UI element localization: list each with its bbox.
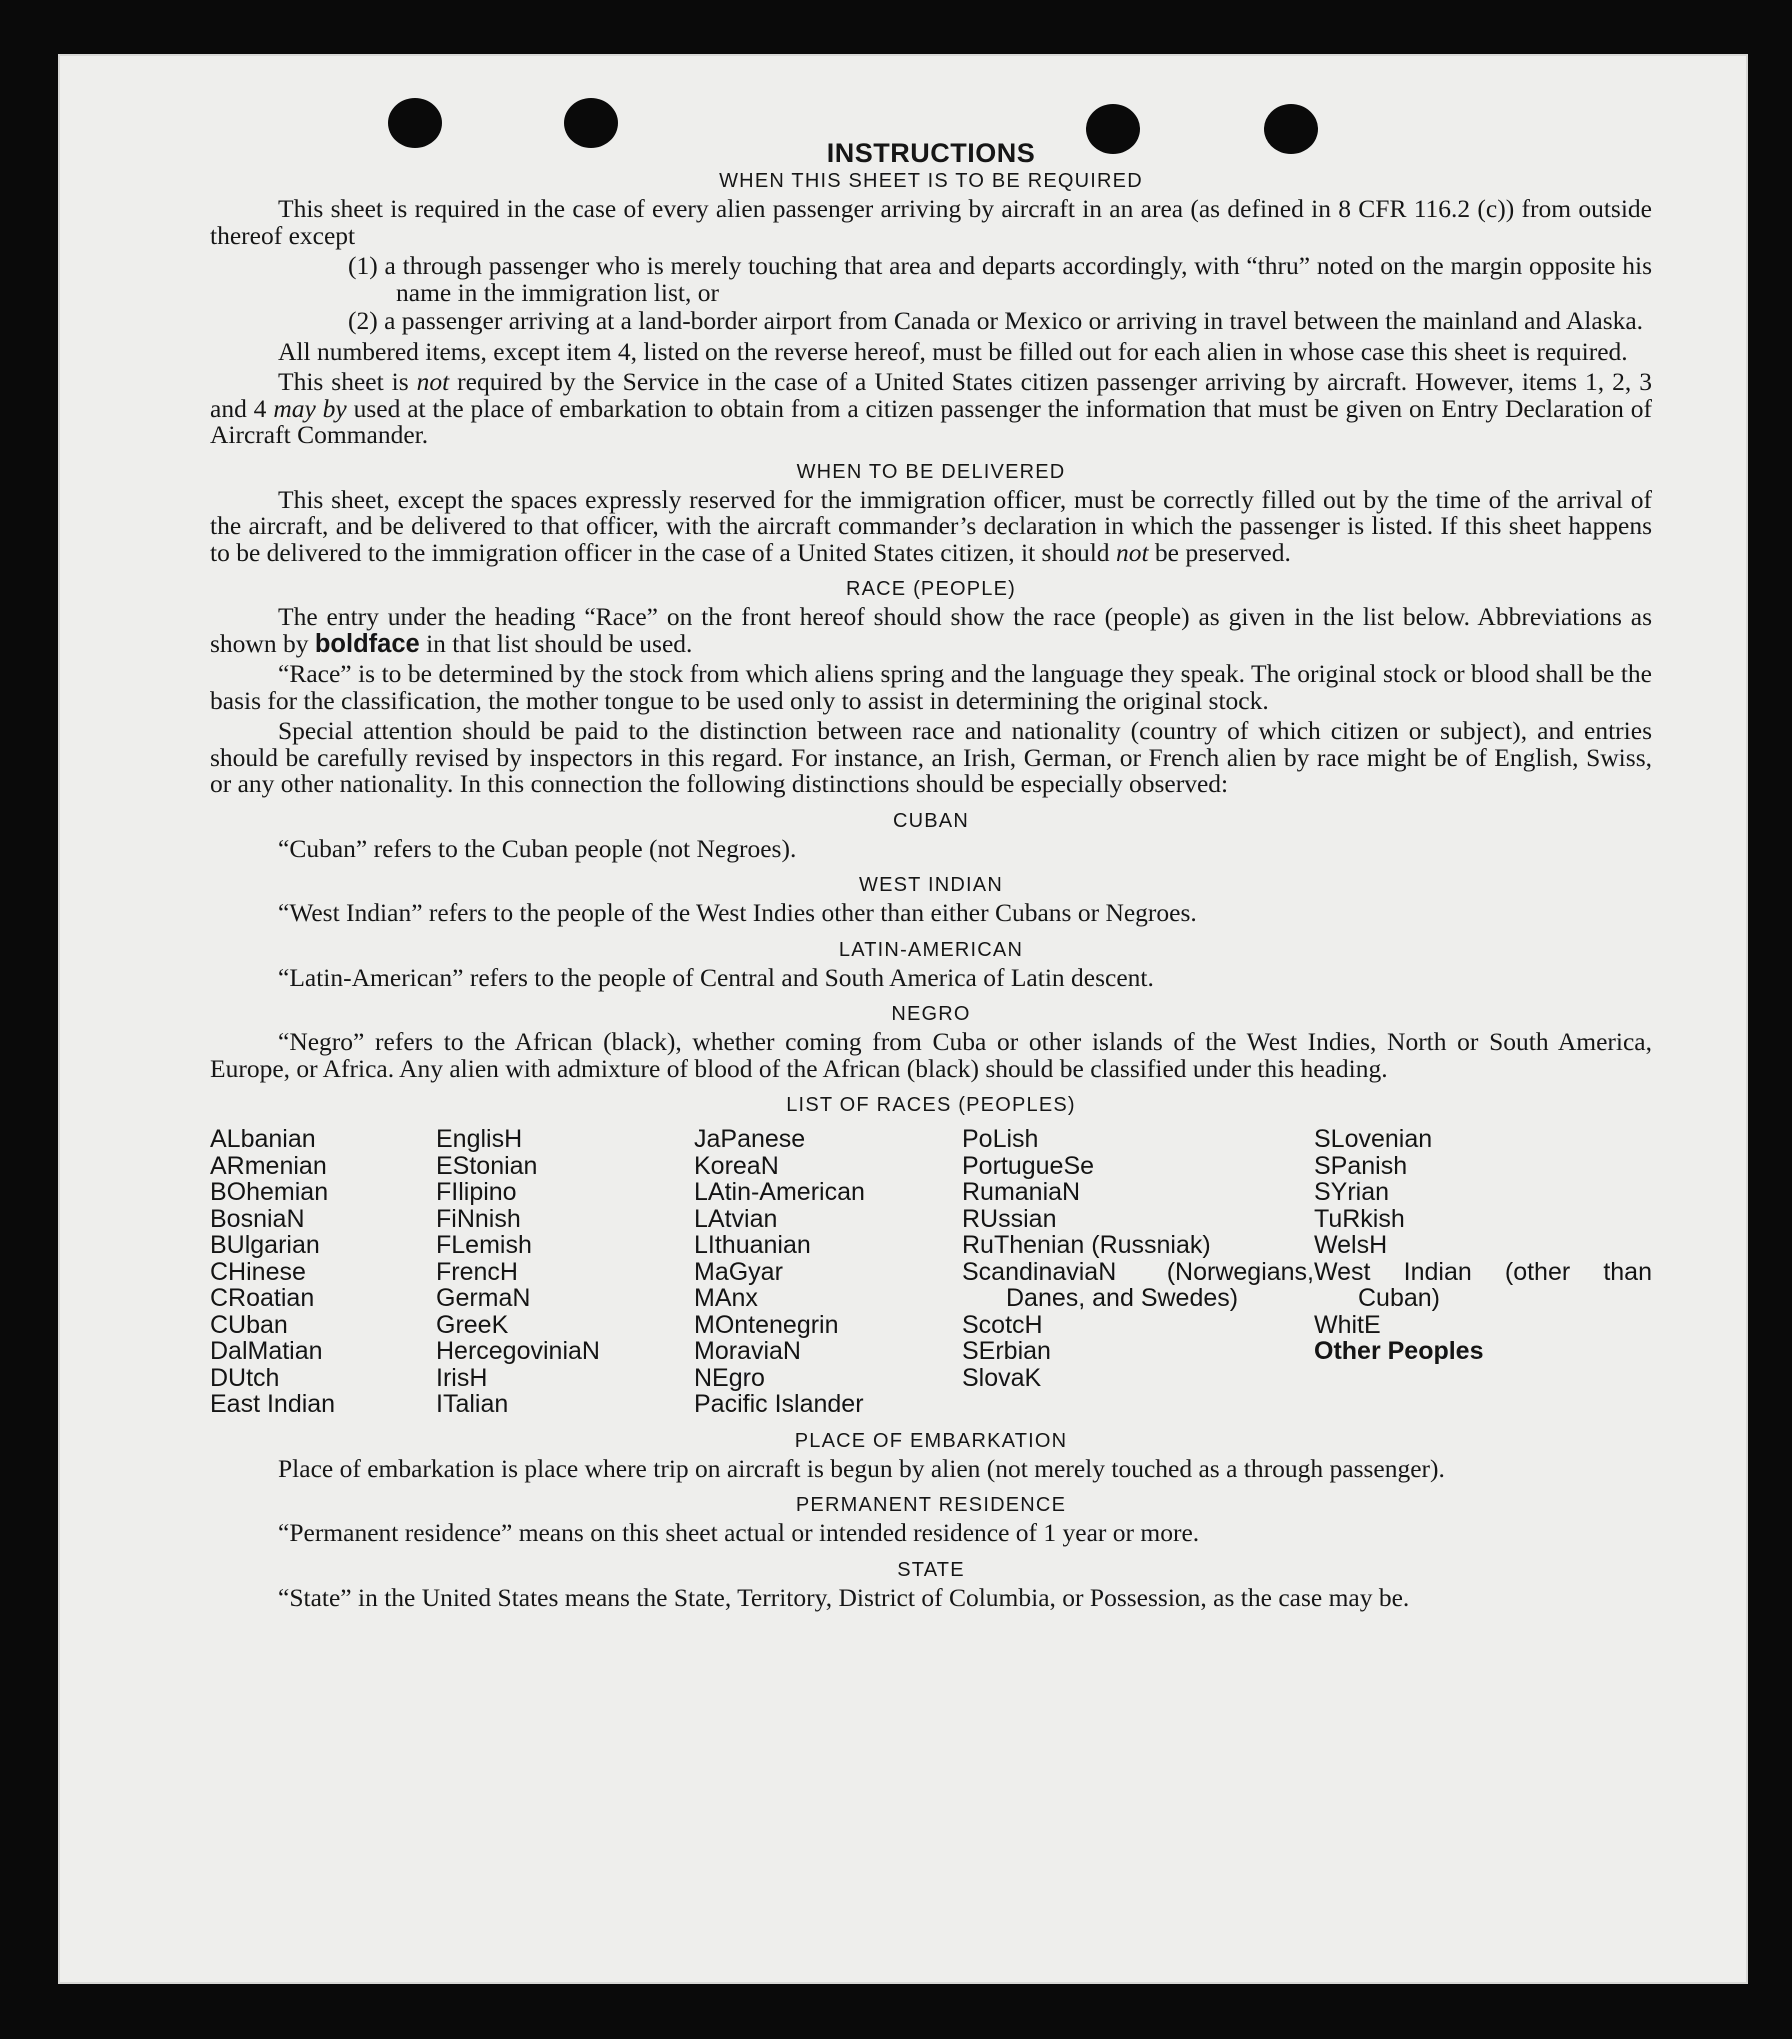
paragraph: The entry under the heading “Race” on the front hereof should show the race (people) as given in the list below. Abbreviations as shown by boldface in that list should be used. (210, 602, 1652, 658)
race-item: SYrian (1314, 1178, 1390, 1206)
race-item: MOntenegrin (694, 1310, 839, 1339)
races-column (1314, 1126, 1652, 1418)
race-item: RuThenian (Russniak) (962, 1231, 1211, 1259)
race-item: FrencH (436, 1257, 518, 1286)
section-heading-when-delivered: WHEN TO BE DELIVERED (796, 460, 1066, 483)
race-item: PortugueSe (962, 1151, 1095, 1180)
race-item: IrisH (436, 1363, 488, 1392)
race-item: MaGyar (694, 1257, 783, 1286)
race-item: BUlgarian (210, 1231, 320, 1259)
paragraph: Special attention should be paid to the distinction between race and nationality (country of which citizen or subject), and entries should be carefully revised by inspectors in this regard. For instance, an Irish, German, or French alien by race might be of English, Swiss, or any other nationality. In this connection the following distinctions should be especially observed: (210, 716, 1652, 798)
race-item: ScotcH (962, 1310, 1043, 1339)
race-item: WhitE (1314, 1310, 1381, 1339)
paragraph: “West Indian” refers to the people of the West Indies other than either Cubans or Negroes. (278, 898, 1197, 927)
paragraph: “Negro” refers to the African (black), whether coming from Cuba or other islands of the West Indies, North or South America, Europe, or Africa. Any alien with admixture of blood of the African (black) should be classified under this heading. (210, 1027, 1652, 1083)
race-item: FLemish (436, 1231, 532, 1259)
race-item: RumaniaN (962, 1178, 1081, 1206)
races-column (962, 1126, 1314, 1418)
race-item: BOhemian (210, 1178, 329, 1206)
race-item: Other Peoples (1314, 1337, 1484, 1365)
race-item: RUssian (962, 1204, 1057, 1233)
race-item: JaPanese (694, 1125, 806, 1153)
race-item: SlovaK (962, 1363, 1042, 1392)
race-item: TuRkish (1314, 1204, 1405, 1233)
race-item: DUtch (210, 1363, 280, 1392)
race-item: ALbanian (210, 1125, 316, 1153)
paragraph: This sheet is not required by the Service in the case of a United States citizen passenger arriving by aircraft. However, items 1, 2, 3 and 4 may by used at the place of embarkation to obtain from a citizen passenger the information that must be given on Entry Declaration of Aircraft Commander. (210, 367, 1652, 449)
race-item: EnglisH (436, 1125, 523, 1153)
paragraph: This sheet is required in the case of every alien passenger arriving by aircraft in an area (as defined in 8 CFR 116.2 (c)) from outside thereof except (210, 194, 1652, 250)
section-heading-when-required: WHEN THIS SHEET IS TO BE REQUIRED (719, 170, 1143, 192)
race-item: SPanish (1314, 1151, 1408, 1180)
section-heading-negro: NEGRO (891, 1003, 971, 1025)
exceptions-list (210, 253, 1652, 335)
section-heading-state: STATE (897, 1558, 965, 1581)
paragraph: “Permanent residence” means on this sheet actual or intended residence of 1 year or more. (278, 1518, 1200, 1547)
race-item: ARmenian (210, 1151, 327, 1180)
race-item: LIthuanian (694, 1231, 811, 1259)
race-item: ITalian (436, 1390, 509, 1418)
race-item: NEgro (694, 1363, 765, 1392)
race-item: FIlipino (436, 1178, 517, 1206)
races-column (694, 1126, 962, 1418)
race-item: CRoatian (210, 1284, 315, 1312)
paragraph: Place of embarkation is place where trip on aircraft is begun by alien (not merely touched as a through passenger). (278, 1453, 1445, 1483)
section-heading-residence: PERMANENT RESIDENCE (795, 1494, 1067, 1516)
race-item: West Indian (other than Cuban) (1314, 1257, 1652, 1312)
race-item: GermaN (436, 1284, 531, 1312)
races-list (210, 1126, 1652, 1418)
race-item: MoraviaN (694, 1337, 801, 1365)
race-item: MAnx (694, 1284, 758, 1312)
section-heading-cuban: CUBAN (892, 809, 969, 832)
exception-item: (2) a passenger arriving at a land-border airport from Canada or Mexico or arriving in travel between the mainland and Alaska. (348, 306, 1644, 335)
paragraph: “Cuban” refers to the Cuban people (not Negroes). (278, 833, 797, 863)
paragraph: This sheet, except the spaces expressly reserved for the immigration officer, must be correctly filled out by the time of the arrival of the aircraft, and be delivered to that officer, with the aircraft commander’s declaration in which the passenger is listed. If this sheet happens to be delivered to the immigration officer in the case of a United States citizen, it should not be preserved. (210, 484, 1652, 567)
race-item: Pacific Islander (694, 1390, 864, 1418)
section-heading-list-of-races: LIST OF RACES (PEOPLES) (786, 1094, 1076, 1116)
section-heading-race: RACE (PEOPLE) (845, 578, 1017, 600)
race-item: East Indian (210, 1390, 336, 1418)
race-item: LAtin-American (694, 1178, 865, 1206)
document-page (58, 54, 1748, 1984)
race-item: PoLish (962, 1125, 1039, 1153)
race-item: SLovenian (1314, 1125, 1433, 1153)
race-item: WelsH (1314, 1231, 1388, 1259)
race-item: CUban (210, 1310, 288, 1339)
race-item: KoreaN (694, 1151, 779, 1180)
races-column (436, 1126, 694, 1418)
race-item: EStonian (436, 1151, 538, 1180)
paragraph: “State” in the United States means the State, Territory, District of Columbia, or Possession, as the case may be. (278, 1582, 1410, 1612)
race-item: GreeK (436, 1310, 509, 1339)
race-item: BosniaN (210, 1204, 305, 1233)
race-item: ScandinaviaN (Norwegians, Danes, and Swedes) (962, 1257, 1314, 1312)
race-item: FiNnish (436, 1204, 521, 1233)
race-item: CHinese (210, 1257, 306, 1286)
instructions-body (210, 138, 1652, 1611)
paragraph: “Latin-American” refers to the people of Central and South America of Latin descent. (278, 962, 1154, 992)
section-heading-embarkation: PLACE OF EMBARKATION (794, 1429, 1068, 1452)
paragraph: All numbered items, except item 4, listed on the reverse hereof, must be filled out for each alien in whose case this sheet is required. (278, 336, 1628, 366)
page-title: INSTRUCTIONS (826, 138, 1036, 168)
section-heading-latin-american: LATIN-AMERICAN (838, 938, 1024, 961)
race-item: LAtvian (694, 1204, 778, 1233)
races-column (210, 1126, 436, 1418)
race-item: DalMatian (210, 1337, 323, 1365)
paragraph: “Race” is to be determined by the stock from which aliens spring and the language they speak. The original stock or blood shall be the basis for the classification, the mother tongue to be used only to assist in determining the original stock. (210, 659, 1652, 715)
exception-item: (1) a through passenger who is merely touching that area and departs accordingly, with “thru” noted on the margin opposite his name in the immigration list, or (348, 251, 1652, 307)
section-heading-west-indian: WEST INDIAN (859, 874, 1003, 896)
race-item: SErbian (962, 1337, 1051, 1365)
race-item: HercegoviniaN (436, 1337, 600, 1365)
